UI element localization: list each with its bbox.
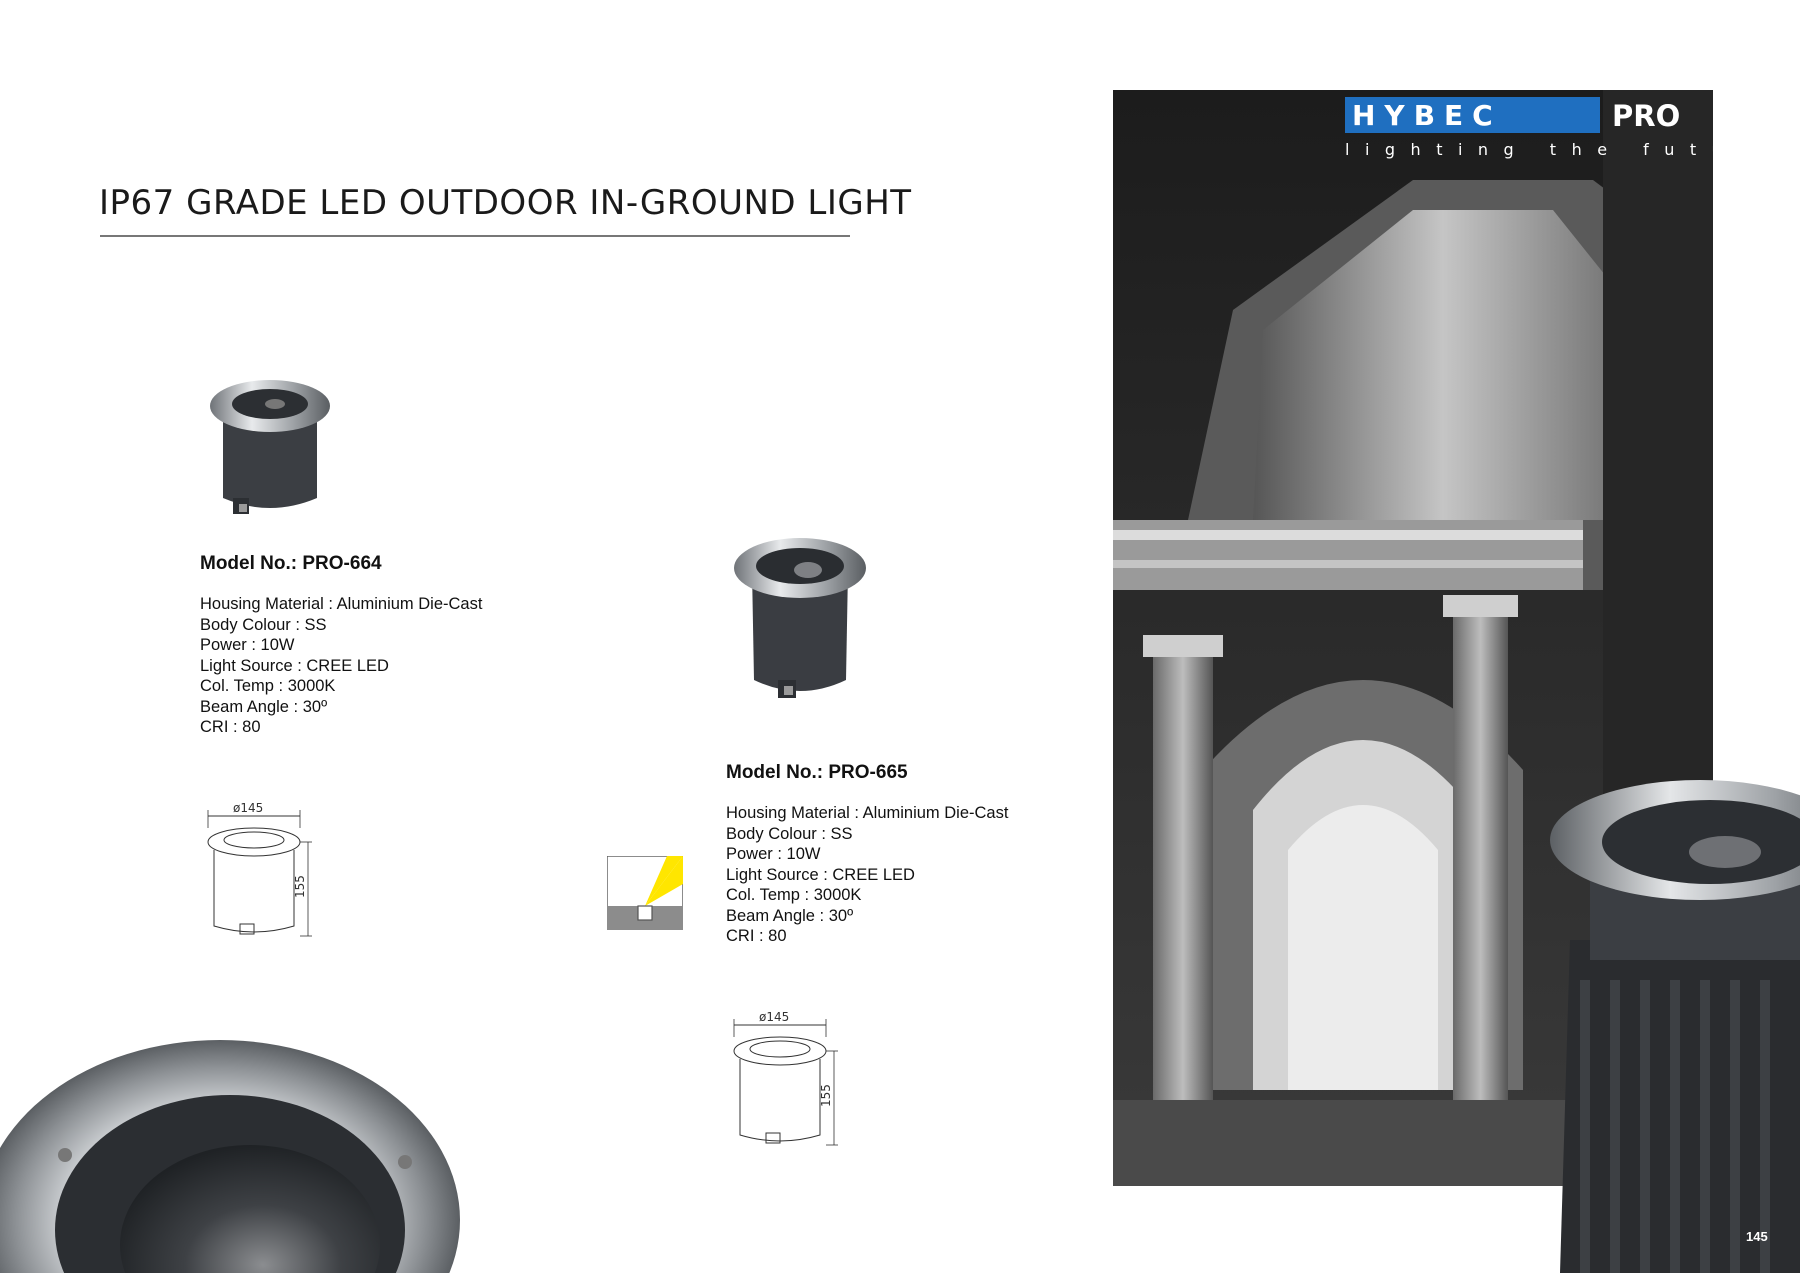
height-label: 155 <box>819 1084 833 1107</box>
brand-logo: HYBEC <box>1352 99 1502 132</box>
spec-housing: Housing Material : Aluminium Die-Cast <box>726 804 1009 822</box>
spec-power: Power : 10W <box>726 845 821 863</box>
technical-drawing-pro-664 <box>200 798 320 943</box>
spec-list-pro-665 <box>726 803 1008 947</box>
model-number-pro-664: Model No.: PRO-664 <box>200 553 382 574</box>
diameter-label: ø145 <box>233 801 264 815</box>
tilted-beam-icon <box>607 856 683 935</box>
technical-drawing-pro-665 <box>726 1007 846 1152</box>
spec-light-source: Light Source : CREE LED <box>726 865 915 884</box>
page-title: IP67 GRADE LED OUTDOOR IN-GROUND LIGHT <box>99 183 912 223</box>
diameter-label: ø145 <box>759 1010 790 1024</box>
spec-light-source: Light Source : CREE LED <box>200 656 389 675</box>
spec-beam-angle: Beam Angle : 30º <box>200 697 328 716</box>
brand-tagline: lighting the future <box>1345 140 1785 159</box>
luminaire-closeup-image <box>0 1040 460 1278</box>
model-number-pro-665: Model No.: PRO-665 <box>726 762 908 783</box>
brand-suffix: PRO <box>1612 99 1681 133</box>
spec-body-colour: Body Colour : SS <box>200 615 327 634</box>
title-divider <box>100 235 850 237</box>
spec-cri: CRI : 80 <box>200 718 261 736</box>
page-number: 145 <box>1746 1229 1768 1244</box>
spec-body-colour: Body Colour : SS <box>726 824 853 843</box>
luminaire-side-image <box>1540 760 1800 1278</box>
spec-list-pro-664 <box>200 594 482 738</box>
spec-beam-angle: Beam Angle : 30º <box>726 906 854 925</box>
height-label: 155 <box>293 875 307 898</box>
product-image-pro-665 <box>730 530 870 710</box>
spec-col-temp: Col. Temp : 3000K <box>726 886 862 904</box>
spec-cri: CRI : 80 <box>726 927 787 945</box>
spec-col-temp: Col. Temp : 3000K <box>200 677 336 695</box>
spec-power: Power : 10W <box>200 636 295 654</box>
product-image-pro-664 <box>205 368 335 528</box>
spec-housing: Housing Material : Aluminium Die-Cast <box>200 595 483 613</box>
